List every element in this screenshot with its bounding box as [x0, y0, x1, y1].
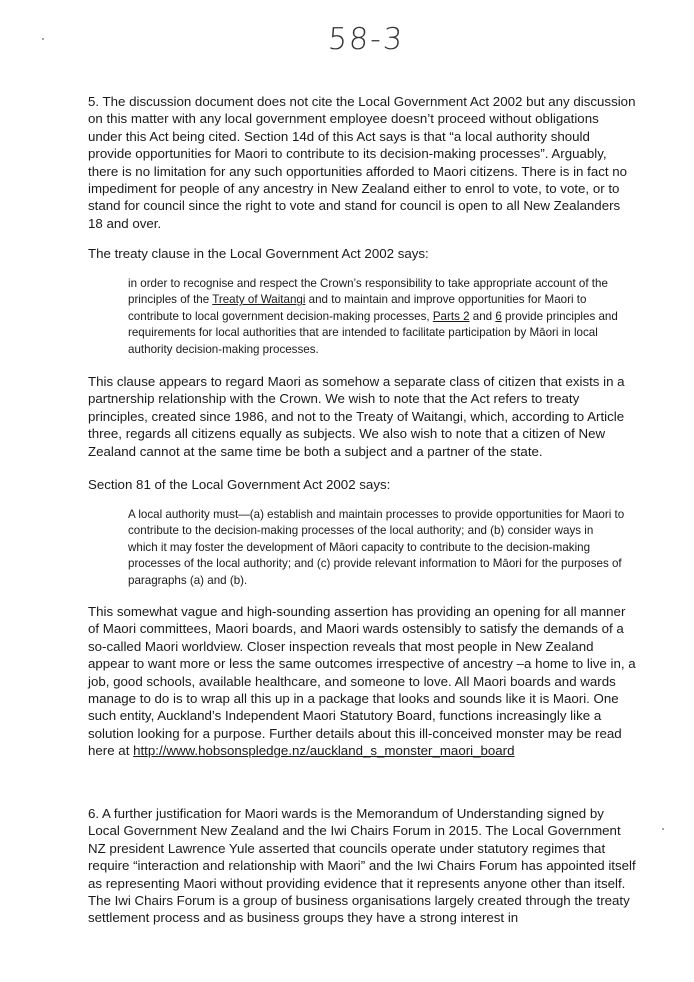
- parts-2-link[interactable]: Parts 2: [432, 309, 470, 323]
- hobsons-pledge-link[interactable]: http://www.hobsonspledge.nz/auckland_s_monster_maori_board: [133, 743, 515, 759]
- paragraph-text: This somewhat vague and high-sounding assertion has providing an opening for all manner of Maori committees, Maori boards, and Maori wards ostensibly to satisfy the demands of a so-called Maori worldview. Closer inspection reveals that most people in New Zealand appear to want more or less the same outcomes irrespective of ancestry –a home to live in, a job, good schools, available healthcare, and someone to love. All Maori boards and wards manage to do is to wrap all this up in a package that looks and sounds like it is Maori. One such entity, Auckland’s Independent Maori Statutory Board, functions increasingly like a solution looking for a purpose. Further details about this ill-conceived monster may be read here at: [88, 604, 636, 759]
- treaty-clause-quote: [128, 276, 626, 358]
- scan-speck: [662, 828, 664, 830]
- treaty-clause-intro: The treaty clause in the Local Government Act 2002 says:: [88, 246, 429, 261]
- scan-speck: [42, 38, 44, 40]
- quote-text: provide principles and requirements for local authorities that are intended to facilitate participation by Māori in local authority decision-making processes.: [128, 309, 618, 356]
- quote-text: in order to recognise and respect the Crown’s responsibility to take appropriate account of the principles of the: [128, 277, 608, 307]
- paragraph-clause-analysis: This clause appears to regard Maori as somehow a separate class of citizen that exists in a partnership relationship with the Crown. We wish to note that the Act refers to treaty principles, created since 1986, and not to the Treaty of Waitangi, which, according to Article three, regards all citizens equally as subjects. We also wish to note that a citizen of New Zealand cannot at the same time be both a subject and a partner of the state.: [88, 374, 625, 459]
- paragraph-vague-assertion: [88, 603, 636, 760]
- quote-text: and to maintain and improve opportunities for Maori to contribute to local government decision-making processes,: [128, 293, 587, 323]
- treaty-of-waitangi-link[interactable]: Treaty of Waitangi: [212, 293, 306, 307]
- section-81-intro: Section 81 of the Local Government Act 2002 says:: [88, 477, 391, 492]
- part-6-link[interactable]: 6: [495, 309, 502, 323]
- quote-text: and: [469, 309, 496, 323]
- paragraph-6: 6. A further justification for Maori wards is the Memorandum of Understanding signed by Local Government New Zealand and the Iwi Chairs Forum in 2015. The Local Government NZ president Lawrence Yule asserted that councils operate under statutory regimes that require “interaction and relationship with Maori” and the Iwi Chairs Forum has appointed itself as representing Maori without providing evidence that it represents anyone other than itself. The Iwi Chairs Forum is a group of business organisations largely created through the treaty settlement process and as business groups they have a strong interest in: [88, 806, 636, 926]
- handwritten-page-number: 58-3: [326, 22, 406, 57]
- section-81-quote: A local authority must—(a) establish and maintain processes to provide opportunities for Maori to contribute to the decision-making processes of the local authority; and (b) consider ways in which it may foster the development of Māori capacity to contribute to the decision-making processes of the local authority; and (c) provide relevant information to Māori for the purposes of paragraphs (a) and (b).: [128, 508, 625, 587]
- paragraph-5: 5. The discussion document does not cite the Local Government Act 2002 but any discussion on this matter with any local government employee doesn’t proceed without obligations under this Act being cited. Section 14d of this Act says is that “a local authority should provide opportunities for Maori to contribute to its decision-making processes”. Arguably, there is no limitation for any such opportunities afforded to Maori citizens. There is in fact no impediment for people of any ancestry in New Zealand either to enrol to vote, to vote, or to stand for council since the right to vote and stand for council is open to all New Zealanders 18 and over.: [88, 94, 636, 231]
